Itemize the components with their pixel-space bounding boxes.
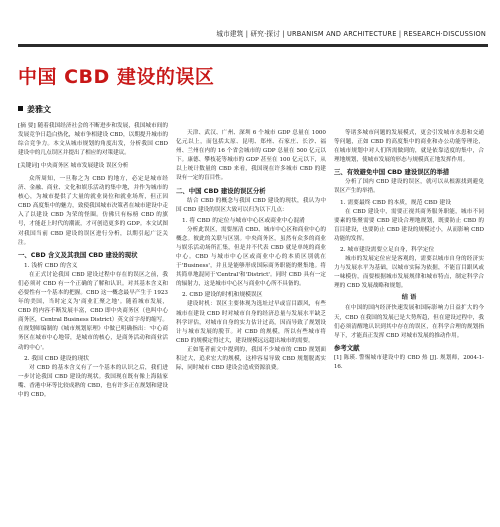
article-title: 中国 CBD 建设的误区 bbox=[18, 66, 215, 88]
column-1 bbox=[18, 122, 168, 400]
subsection-heading-2-2: 2. CBD 建设的时机和规模误区 bbox=[182, 292, 263, 299]
paragraph: 在正式讨论我国 CBD 建设过程中存在的误区之前，我们必须对 CBD 有一个正确的了解和认识。对其基本含义和必要性有一个基本的把握。CBD 这一概念最早产生于 1923 年的美国，当时定义为'商业汇聚之地'。随着城市发展，CBD 的内容不断发展丰富，CBD 即中央商务区（也叫中心商务区，Central Business District）英文首字母的缩写。在规划师编制的《城市规划原理》中做已明确指出：'中心商务区在城市中心地带，是城市的核心，是商务活动和商业活动的中心'。 bbox=[18, 271, 168, 351]
header-rule bbox=[18, 44, 488, 47]
paragraph: 天津、武汉、广州、深圳 6 个城市 GDP 总量在 1000 亿元以上，而包括太原、昆明、郑州、石家庄、长沙、福州、兰州在内的 16 个省会城市的 GDP 总量在 500 亿元以下。康德、攀枝花等城市的 GDP 甚至在 100 亿元以下，从以上统计数量的 CBD 来看，我国现在许多城市 CBD 的建设有一定的盲目性。 bbox=[176, 130, 326, 182]
paragraph: 等诸多城市问题的发展模式，更会引发城市水患和交通等问题，正如 CBD 的高度集中的商业和办公功能等理论，在城市规划中对人们所需做到的，就是依靠适度的集中，合理地规划，使城市发展的形态与规模真正地发挥作用。 bbox=[334, 130, 484, 164]
section-heading-2: 二、中国 CBD 建设的误区分析 bbox=[176, 186, 266, 195]
keywords: [关键词] 中央商务区 城市发展建设 误区分析 bbox=[18, 163, 129, 169]
reference-item: [1] 陈瑛. 警惕城市建设中的 CBD 热 [J]. 规划师，2004-1-16. bbox=[334, 354, 484, 370]
page-header bbox=[0, 0, 500, 55]
column-2 bbox=[176, 129, 326, 373]
section-heading-3: 三、有效避免中国 CBD 建设误区的举措 bbox=[334, 168, 450, 177]
subsection-heading-2-1: 1. 将 CBD 的定位与城市中心区或商业中心混淆 bbox=[182, 217, 305, 224]
paragraph: 在 CBD 建设中，需要正视其商务服务职能，城市不同要素的集聚需要 CBD 建设合理地规划，既要防止 CBD 的盲目建设，也要防止 CBD 建设的规模过小，从而影响 CBD 功能的发挥。 bbox=[334, 208, 484, 242]
conclusion-heading: 结 语 bbox=[401, 294, 417, 302]
paragraph: 城市的发展定位应是客观的，需要以城市自身的经济实力与发展水平为基础，以城市实际为依据，不能盲目跟风或一味模仿，而要根据城市发展规律和城市特点，制定科学合理的 CBD 发展战略和规划。 bbox=[334, 255, 484, 290]
column-3 bbox=[334, 129, 484, 372]
article-author: 姜雅文 bbox=[18, 104, 51, 115]
paragraph: 分析此误区，需要厘清 CBD、城市中心区和商业中心的概念。彼此的关联与区别。中央商务区，虽然有众多的商业与娱乐活动场所汇集，但是并不代表 CBD 就是单纯的商业中心。CBD 与城市中心区或商业中心的本质区别就在于'Business'，并且是能够形成国际商务职能的聚集地。将其简单地混同于'Central'和'District'。同时 CBD 具有一定的辐射力，这是城市中心区与商业中心所不具备的。 bbox=[176, 226, 326, 288]
subsection-heading-1-1: 1. 浅析 CBD 的含义 bbox=[24, 262, 78, 269]
section-heading-1: 一、CBD 含义及其我国 CBD 建设的现状 bbox=[18, 250, 138, 259]
subsection-heading-1-2: 2. 我国 CBD 建设的现状 bbox=[24, 355, 89, 362]
subsection-heading-3-2: 2. 城市建设需要立足自身，科学定位 bbox=[340, 246, 435, 253]
paragraph: 分析了国内 CBD 建设的误区，就可以从根源找到避免误区产生的举措。 bbox=[334, 179, 484, 195]
subsection-heading-3-1: 1. 需要最终 CBD 的本质，规范 CBD 建设 bbox=[340, 199, 451, 206]
paragraph: 在中国的国内经济快速发展和国际影响力日益扩大的今天，CBD 在我国的发展已是大势所趋，但在建设过程中，我们必须清醒地认识到其中存在的误区，在科学合理的规划指导下，才能真正发挥 CBD 对城市发展的推动作用。 bbox=[334, 305, 484, 339]
references-heading: 参考文献 bbox=[334, 343, 360, 352]
paragraph: 建设时机：误区主要体现为选址过早或盲目跟风，有些城市在建设 CBD 时对城市自身的经济总量与发展水平缺乏科学评估，对城市自身的实力估计过高，因而导致了规划设计与城市发展的脱节。对 CBD 的规模，所以有些城市将 CBD 的规模定得过大，建设规模远远超出城市的需要。 bbox=[176, 301, 326, 344]
paragraph: 正如笔者前文中提到的，我国不少城市的 CBD 规划面积过大，追求宏大的规模，这样容易导致 CBD 规划脱离实际，同时城市 CBD 建设会造成资源浪费。 bbox=[176, 346, 326, 372]
abstract: [摘 要] 随着我国经济社会的不断进步和发展，我国城市间的发展竞争日趋白热化，城市争相建设 CBD，以期提升城市的综合竞争力。本文从城市规划的角度出发，分析我国 CBD 建设中的几点误区并提出了相应的对策建议。 bbox=[18, 123, 168, 156]
paragraph: 结合 CBD 的概念与我国 CBD 建设的现状，我认为中国 CBD 建设的误区大致可以归为以下几点： bbox=[176, 197, 326, 213]
intro-paragraph: 众所周知，一旦称之为 CBD 的地方，必定是城市经济、金融、商业、文化和娱乐活动的集中地，并作为城市的核心，为城市提供了大量的就业岗位和就业场所，但正因 CBD 高度集中的魅力，致使我国城市决策者在城市建设中走入了以建设 CBD 为荣的怪圈。仿佛只有标榜 CBD 的旗号，才能赶上时代的潮流，才可创造更多的 GDP。本文试图对我国当前 CBD 建设的误区进行分析，以期引起广泛关注。 bbox=[18, 176, 168, 246]
journal-section-label: 城市建筑 | 研究·探讨 | URBANISM AND ARCHITECTURE | RESEARCH·DISCUSSION bbox=[216, 30, 486, 38]
paragraph: 对 CBD 的基本含义有了一个基本的认识之后，我们进一步讨论我国 CBD 建设的现状。我国现在既有像上海陆家嘴、香港中环等比较成熟的 CBD，也有许多正在规划和建设中的 CBD。 bbox=[18, 364, 168, 398]
